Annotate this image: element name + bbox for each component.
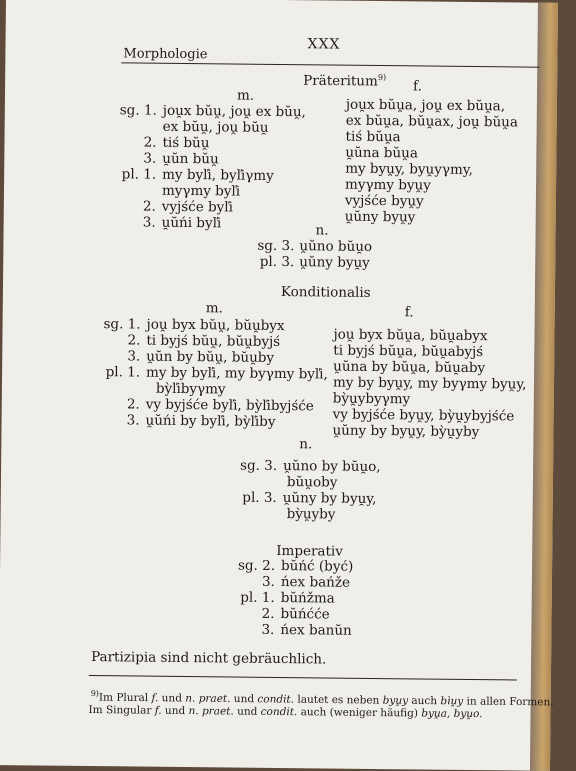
preteritum-fem-row-form: jou̯x bŭu̯a, jou̯ ex bŭu̯a, bbox=[345, 96, 506, 115]
preteritum-masc-row-label: 2. bbox=[142, 198, 156, 215]
imperativ-row-form: ńex bańže bbox=[280, 574, 351, 591]
imperativ-row-form: bŭńžma bbox=[280, 590, 335, 607]
preteritum-fem-row-form: vyjśće byu̯y bbox=[344, 192, 424, 210]
preteritum-masc-row-form: ex bŭu̯, jou̯ bŭu̯ bbox=[162, 118, 269, 136]
imperativ-row-label: 2. bbox=[261, 605, 275, 622]
preteritum-neut-row-form: u̯ŭny byu̯y bbox=[299, 254, 370, 271]
page-number: XXX bbox=[307, 36, 341, 53]
imperativ-row-label: sg. 2. bbox=[237, 557, 276, 574]
partizipia-note: Partizipia sind nicht gebräuchlich. bbox=[91, 649, 327, 668]
preteritum-neut-row-label: sg. 3. bbox=[257, 237, 295, 255]
konditionalis-masc-row-form: my by byľi, my byγmy byľi, bbox=[146, 364, 328, 383]
imperativ-row-form: ńex banŭn bbox=[280, 622, 352, 639]
konditionalis-fem-row-form: ti byjś bŭu̯a, bŭu̯abyjś bbox=[333, 342, 484, 361]
imperativ-title: Imperativ bbox=[276, 542, 343, 560]
konditionalis-neut-row-label: pl. 3. bbox=[242, 489, 277, 506]
preteritum-masc-row-label: 3. bbox=[143, 150, 157, 167]
preteritum-fem-row-form: ex bŭu̯a, bŭu̯ax, jou̯ bŭu̯a bbox=[345, 112, 519, 131]
imperativ-row-label: 3. bbox=[261, 573, 275, 590]
preteritum-col-n: n. bbox=[315, 222, 329, 239]
konditionalis-masc-row-form: u̯ŭńi by byľi, bỳľiby bbox=[145, 412, 276, 430]
preteritum-masc-row-form: my byľi, byľiγmy bbox=[162, 166, 274, 184]
konditionalis-masc-row-label: pl. 1. bbox=[105, 364, 141, 381]
konditionalis-col-n: n. bbox=[299, 436, 313, 453]
konditionalis-masc-row-label: 2. bbox=[127, 332, 141, 349]
footnote-rule bbox=[89, 675, 517, 680]
imperativ-row-label: pl. 1. bbox=[240, 589, 275, 606]
konditionalis-fem-row-form: jou̯ byx bŭu̯a, bŭu̯abyx bbox=[333, 326, 488, 345]
imperativ-row-form: bŭńćće bbox=[280, 606, 330, 623]
konditionalis-masc-row-form: jou̯ byx bŭu̯, bŭu̯byx bbox=[146, 316, 285, 335]
imperativ-row-form: bŭńć (być) bbox=[280, 558, 354, 575]
konditionalis-neut-row-form: bỳu̯yby bbox=[286, 506, 336, 523]
preteritum-fem-row-form: u̯ŭna bŭu̯a bbox=[345, 144, 419, 162]
preteritum-masc-row-form: myγmy byľi bbox=[161, 182, 241, 200]
page-edge bbox=[530, 3, 558, 771]
konditionalis-neut-row-label: sg. 3. bbox=[239, 457, 278, 474]
footnote-line-1: $^{9)}$Im Plural f. und n. praet. und condit. lautet es neben byu̯y auch bìu̯y in allen Formen. bbox=[90, 689, 554, 709]
konditionalis-masc-row-label: 3. bbox=[127, 348, 141, 365]
imperativ-row-label: 3. bbox=[261, 621, 275, 638]
konditionalis-masc-row-form: vy byjśće byľi, bỳľibyjśće bbox=[145, 396, 314, 415]
preteritum-masc-row-label: 3. bbox=[142, 214, 156, 231]
preteritum-fem-row-form: my byu̯y, byu̯yγmy, bbox=[345, 160, 474, 179]
preteritum-masc-row-form: vyjśće byľi bbox=[161, 198, 234, 216]
konditionalis-col-f: f. bbox=[404, 304, 414, 321]
preteritum-col-m: m. bbox=[236, 87, 255, 104]
preteritum-title: Präteritum$^{9)}$ bbox=[303, 72, 387, 90]
header-rule bbox=[121, 62, 539, 67]
konditionalis-fem-row-form: vy byjśće byu̯y, bỳu̯ybyjśće bbox=[332, 406, 515, 425]
preteritum-masc-row-form: u̯ŭńi byľi bbox=[161, 214, 222, 232]
preteritum-fem-row-form: u̯ŭny byu̯y bbox=[344, 208, 416, 226]
konditionalis-fem-row-form: bỳu̯ybyγmy bbox=[332, 390, 411, 408]
konditionalis-neut-row-form: u̯ŭno by bŭu̯o, bbox=[283, 458, 381, 476]
footnote-line-2: Im Singular f. und n. praet. und condit. auch (weniger häufig) byu̯a, byu̯o. bbox=[88, 704, 483, 721]
konditionalis-fem-row-form: u̯ŭna by bŭu̯a, bŭu̯aby bbox=[333, 358, 486, 377]
preteritum-masc-row-form: u̯ŭn bŭu̯ bbox=[162, 150, 219, 168]
konditionalis-title: Konditionalis bbox=[280, 284, 371, 301]
konditionalis-masc-row-label: 2. bbox=[126, 396, 140, 413]
preteritum-fem-row-form: tiś bŭu̯a bbox=[345, 128, 401, 146]
konditionalis-fem-row-form: my by byu̯y, my byγmy byu̯y, bbox=[332, 374, 527, 393]
konditionalis-masc-row-form: u̯ŭn by bŭu̯, bŭu̯by bbox=[146, 348, 275, 366]
konditionalis-neut-row-form: bŭu̯oby bbox=[286, 474, 338, 491]
preteritum-neut-row-form: u̯ŭno bŭu̯o bbox=[299, 238, 373, 255]
konditionalis-masc-row-label: sg. 1. bbox=[103, 316, 141, 333]
preteritum-masc-row-label: 2. bbox=[143, 134, 157, 151]
konditionalis-masc-row-form: bỳľibyγmy bbox=[155, 380, 226, 398]
preteritum-col-f: f. bbox=[413, 78, 422, 95]
konditionalis-masc-row-label: 3. bbox=[126, 412, 140, 429]
konditionalis-fem-row-form: u̯ŭny by byu̯y, bỳu̯yby bbox=[332, 422, 480, 441]
preteritum-masc-row-form: jou̯x bŭu̯, jou̯ ex bŭu̯, bbox=[162, 102, 306, 121]
preteritum-masc-row-label: sg. 1. bbox=[119, 102, 157, 119]
preteritum-masc-row-label: pl. 1. bbox=[121, 166, 157, 183]
preteritum-masc-row-form: tiś bŭu̯ bbox=[162, 134, 210, 152]
konditionalis-col-m: m. bbox=[205, 300, 223, 317]
running-header: Morphologie bbox=[123, 46, 208, 63]
konditionalis-neut-row-form: u̯ŭny by byu̯y, bbox=[282, 490, 377, 508]
preteritum-fem-row-form: myγmy byu̯y bbox=[344, 176, 431, 194]
konditionalis-masc-row-form: ti byjś bŭu̯, bŭu̯byjś bbox=[146, 332, 281, 350]
preteritum-neut-row-label: pl. 3. bbox=[259, 253, 295, 271]
